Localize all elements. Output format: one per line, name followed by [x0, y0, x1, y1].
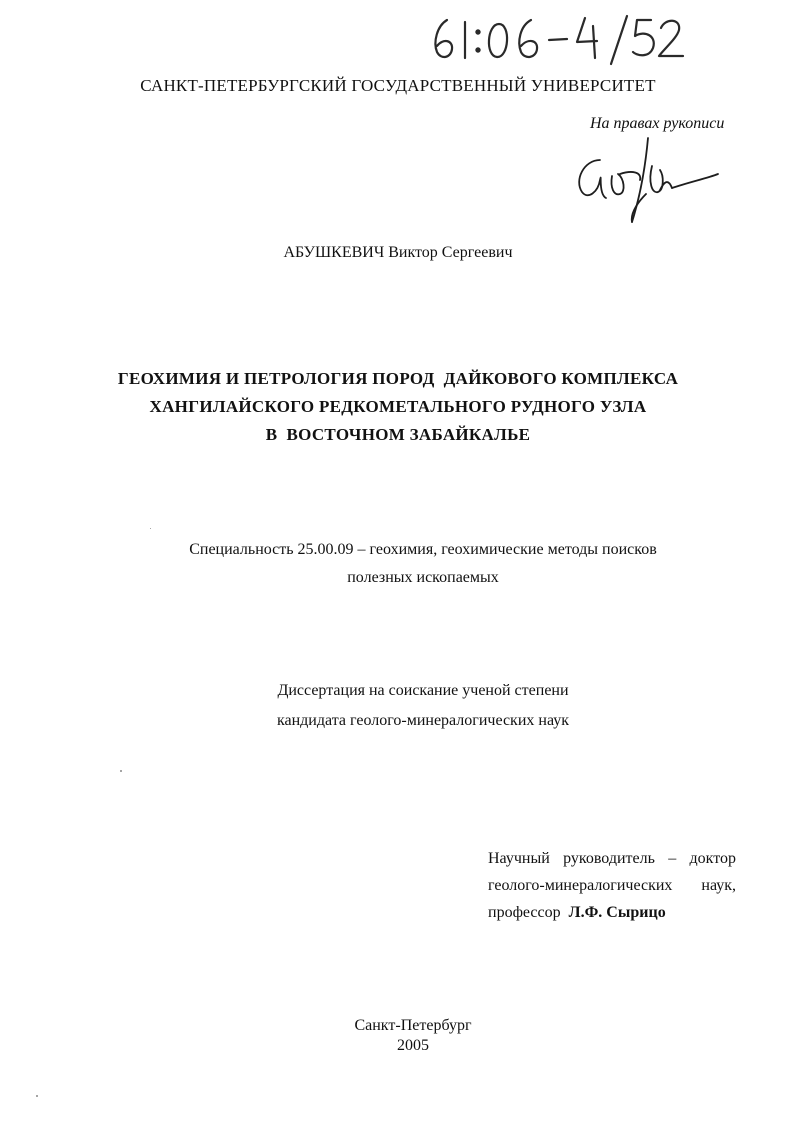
- author-signature: [560, 130, 730, 230]
- year: 2005: [397, 1037, 429, 1054]
- specialty-line-1: Специальность 25.00.09 – геохимия, геохимические методы поисков: [189, 541, 657, 558]
- dissertation-title: [0, 365, 796, 449]
- advisor-line-1: [488, 845, 736, 872]
- title-line-1: ГЕОХИМИЯ И ПЕТРОЛОГИЯ ПОРОД ДАЙКОВОГО КОМПЛЕКСА: [117, 369, 679, 388]
- university-name: САНКТ-ПЕТЕРБУРГСКИЙ ГОСУДАРСТВЕННЫЙ УНИВЕРСИТЕТ: [140, 76, 656, 95]
- author-given-names: Виктор Сергеевич: [388, 244, 513, 261]
- place-and-year: [0, 1016, 796, 1056]
- handwritten-call-number: [425, 8, 685, 66]
- manuscript-rights-note: На правах рукописи: [590, 115, 725, 132]
- advisor-field-suffix: наук,: [701, 877, 736, 894]
- scientific-advisor-block: [488, 845, 736, 926]
- degree-line-1: Диссертация на соискание ученой степени: [277, 682, 569, 699]
- degree-line-2: кандидата геолого-минералогических наук: [276, 712, 570, 729]
- advisor-title: профессор: [488, 904, 561, 921]
- advisor-word-2: руководитель: [563, 850, 655, 867]
- author-name: [0, 244, 796, 262]
- advisor-word-1: Научный: [488, 850, 550, 867]
- advisor-dash: –: [668, 850, 677, 867]
- title-line-2: ХАНГИЛАЙСКОГО РЕДКОМЕТАЛЬНОГО РУДНОГО УЗЛА: [149, 397, 647, 416]
- specialty-line-2: полезных ископаемых: [347, 569, 499, 586]
- advisor-field: геолого-минералогических: [488, 877, 673, 894]
- specialty-block: [0, 536, 796, 592]
- scan-speck: [36, 1095, 38, 1097]
- scan-speck: [150, 528, 151, 529]
- degree-block: [0, 676, 796, 736]
- advisor-line-2: [488, 872, 736, 899]
- author-surname: АБУШКЕВИЧ: [283, 244, 385, 261]
- scan-speck: [120, 770, 122, 772]
- advisor-line-3: [488, 899, 736, 926]
- title-line-3: В ВОСТОЧНОМ ЗАБАЙКАЛЬЕ: [265, 425, 531, 444]
- advisor-degree: доктор: [689, 850, 736, 867]
- city: Санкт-Петербург: [354, 1017, 472, 1034]
- advisor-name: Л.Ф. Сырицо: [568, 904, 666, 921]
